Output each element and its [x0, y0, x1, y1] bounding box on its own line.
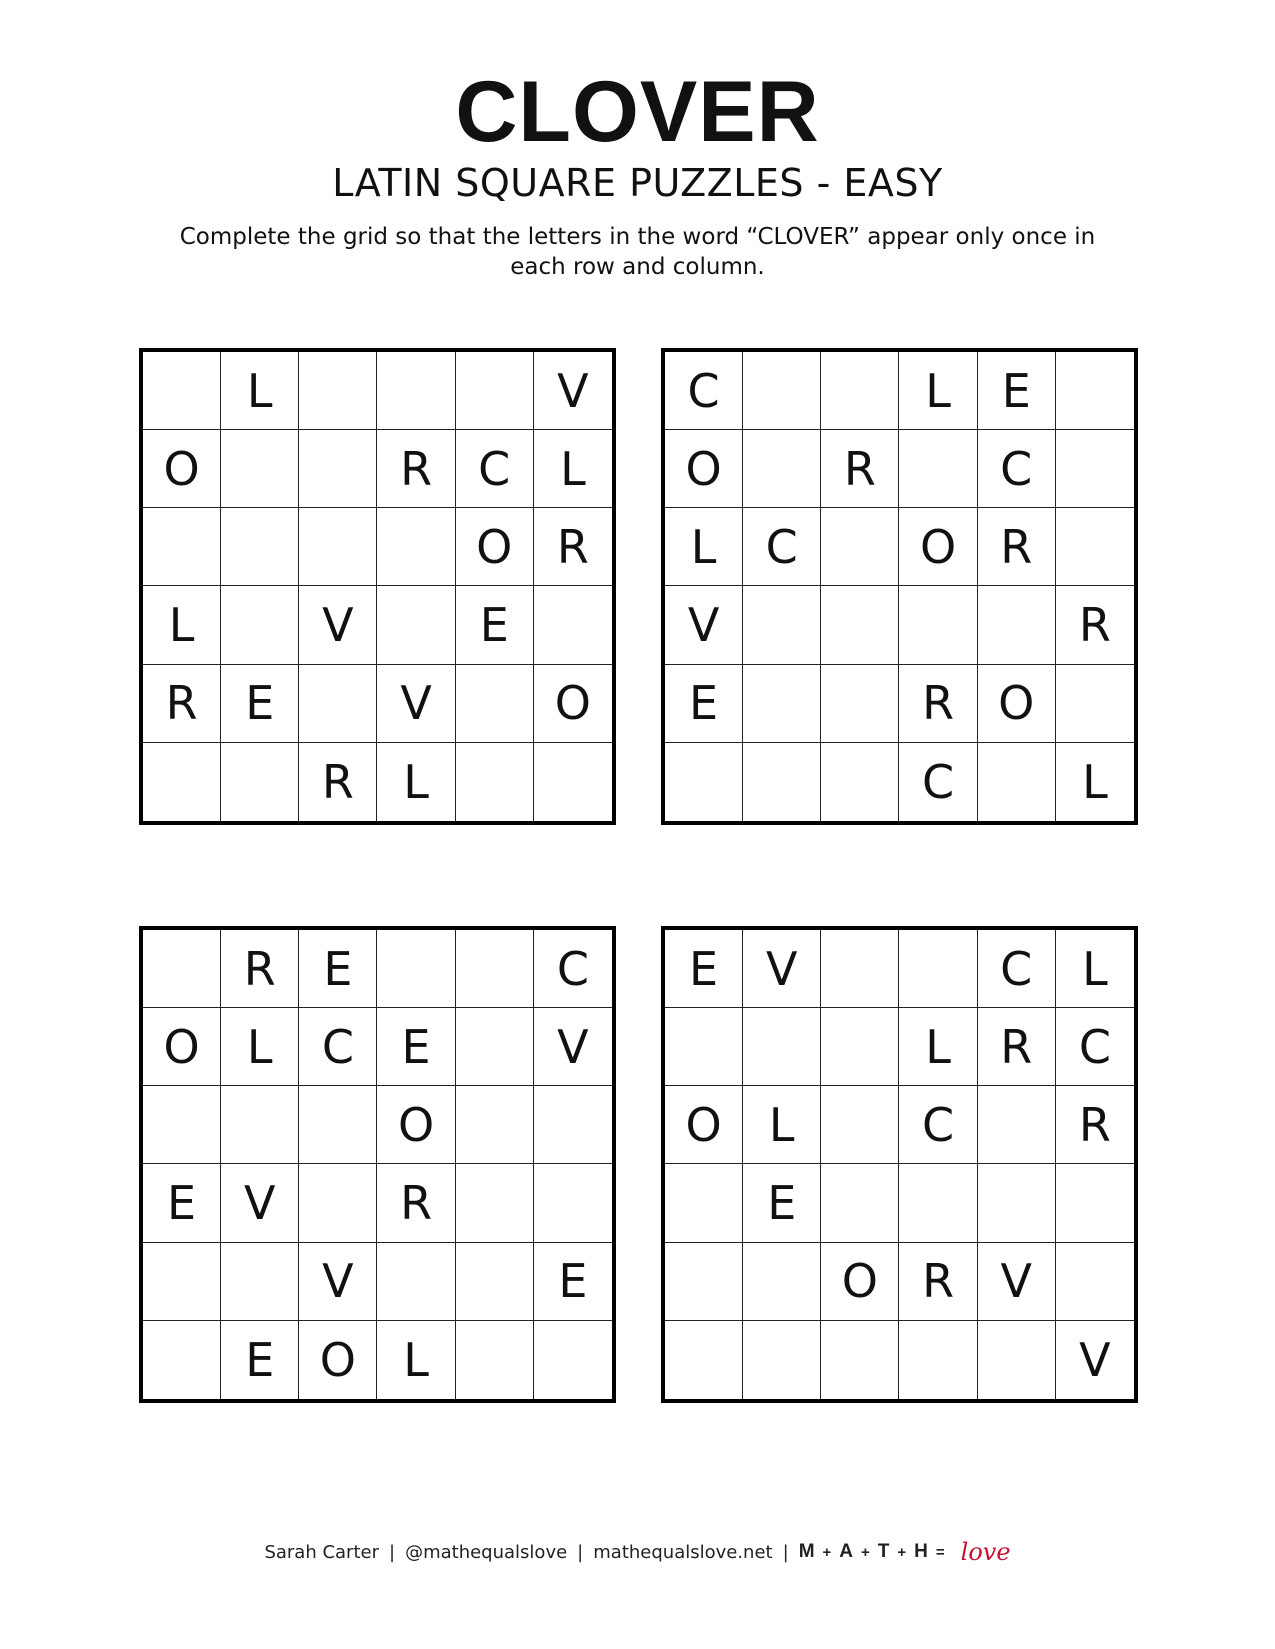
grid-cell	[978, 743, 1056, 821]
grid-cell	[821, 508, 899, 586]
brand-plus: +	[897, 1544, 909, 1561]
grid-cell	[221, 743, 299, 821]
puzzle-grid-4	[661, 926, 1138, 1403]
grid-cell	[299, 508, 377, 586]
grid-cell: V	[978, 1243, 1056, 1321]
grid-cell	[143, 1086, 221, 1164]
grid-cell	[221, 430, 299, 508]
grid-cell: E	[377, 1008, 455, 1086]
grid-cell: E	[456, 586, 534, 664]
grid-cell	[221, 1086, 299, 1164]
grid-cell: L	[143, 586, 221, 664]
grid-cell	[1056, 508, 1134, 586]
grid-cell: E	[221, 665, 299, 743]
footer-handle: @mathequalslove	[405, 1541, 568, 1563]
grid-cell	[534, 743, 612, 821]
grid-cell	[978, 1321, 1056, 1399]
grid-cell: R	[1056, 1086, 1134, 1164]
grid-cell: O	[377, 1086, 455, 1164]
grid-cell	[534, 1086, 612, 1164]
grid-cell	[456, 1164, 534, 1242]
grid-cell	[1056, 665, 1134, 743]
grid-cell: R	[221, 930, 299, 1008]
grid-cell	[899, 1164, 977, 1242]
grid-cell: C	[534, 930, 612, 1008]
grid-cell	[1056, 1164, 1134, 1242]
grid-cell: O	[665, 430, 743, 508]
grid-cell: L	[1082, 754, 1108, 809]
grid-cell	[821, 1086, 899, 1164]
grid-cell: O	[899, 508, 977, 586]
footer-separator: |	[577, 1541, 584, 1563]
grid-cell: C	[456, 430, 534, 508]
grid-cell	[299, 1086, 377, 1164]
grid-cell	[1056, 352, 1134, 430]
grid-cell: E	[534, 1243, 612, 1321]
grid-cell: V	[1079, 1332, 1111, 1387]
grid-cell	[821, 665, 899, 743]
grid-cell: L	[1056, 930, 1134, 1008]
grid-cell: C	[1056, 1008, 1134, 1086]
grid-cell	[821, 1164, 899, 1242]
grid-cell	[1056, 1243, 1134, 1321]
grid-cell: O	[821, 1243, 899, 1321]
grid-cell	[899, 586, 977, 664]
grid-cell: O	[299, 1321, 377, 1399]
grid-cell	[221, 586, 299, 664]
grid-cell: L	[221, 352, 299, 430]
grid-cell: R	[534, 508, 612, 586]
grid-cell	[899, 1321, 977, 1399]
grid-cell: E	[665, 930, 743, 1008]
grid-cell	[456, 1321, 534, 1399]
grid-cell	[534, 1164, 612, 1242]
grid-cell: L	[534, 430, 612, 508]
brand-love: love	[960, 1538, 1011, 1566]
footer-separator: |	[389, 1541, 396, 1563]
footer-separator: |	[782, 1541, 789, 1563]
grid-cell	[899, 930, 977, 1008]
grid-cell: E	[221, 1321, 299, 1399]
grid-cell	[665, 1008, 743, 1086]
grid-cell: L	[743, 1086, 821, 1164]
grid-cell	[377, 1243, 455, 1321]
grid-cell	[456, 1008, 534, 1086]
grid-cell: O	[143, 1008, 221, 1086]
brand-letter: T	[877, 1541, 892, 1562]
grid-cell: E	[143, 1164, 221, 1242]
grid-cell: E	[299, 930, 377, 1008]
grid-cell: C	[978, 930, 1056, 1008]
grid-cell	[821, 352, 899, 430]
grid-cell	[821, 1008, 899, 1086]
brand-letter: H	[914, 1541, 930, 1562]
grid-cell	[299, 430, 377, 508]
grid-cell: O	[456, 508, 534, 586]
grid-cell	[299, 1164, 377, 1242]
grid-cell	[456, 352, 534, 430]
grid-cell	[377, 508, 455, 586]
grid-cell	[299, 665, 377, 743]
grid-cell	[534, 586, 612, 664]
grid-cell	[665, 743, 743, 821]
grid-cell	[221, 1243, 299, 1321]
grid-cell: V	[743, 930, 821, 1008]
grid-cell	[143, 1243, 221, 1321]
grid-cell: C	[899, 743, 977, 821]
grid-cell	[299, 352, 377, 430]
page-subtitle: LATIN SQUARE PUZZLES - EASY	[332, 161, 943, 205]
grid-cell	[1056, 430, 1134, 508]
grid-cell: R	[299, 743, 377, 821]
grid-cell	[743, 1008, 821, 1086]
grid-cell	[743, 586, 821, 664]
grid-cell	[143, 352, 221, 430]
grid-cell	[221, 508, 299, 586]
grid-cell: V	[299, 1243, 377, 1321]
grid-cell: R	[899, 1243, 977, 1321]
grid-cell	[377, 352, 455, 430]
grid-cell	[377, 586, 455, 664]
grid-cell	[743, 352, 821, 430]
grid-cell: R	[1056, 586, 1134, 664]
footer-website: mathequalslove.net	[593, 1541, 773, 1563]
grid-cell	[665, 1164, 743, 1242]
grid-cell: C	[899, 1086, 977, 1164]
grid-cell	[743, 1243, 821, 1321]
grid-cell	[456, 665, 534, 743]
grid-cell	[978, 586, 1056, 664]
grid-cell: O	[665, 1086, 743, 1164]
grid-cell: V	[221, 1164, 299, 1242]
brand-plus: +	[822, 1544, 834, 1561]
grid-cell	[143, 743, 221, 821]
grid-cell	[821, 743, 899, 821]
grid-cell	[456, 1086, 534, 1164]
footer	[0, 1538, 1275, 1566]
grid-cell: E	[665, 665, 743, 743]
grid-cell	[978, 1164, 1056, 1242]
grid-cell: L	[377, 743, 455, 821]
grid-cell	[456, 1243, 534, 1321]
grid-cell: V	[665, 586, 743, 664]
grid-cell	[821, 586, 899, 664]
grid-cell: O	[143, 430, 221, 508]
grid-cell: L	[899, 1008, 977, 1086]
grid-cell: R	[899, 665, 977, 743]
grid-cell	[143, 508, 221, 586]
grid-cell	[821, 930, 899, 1008]
grid-cell: V	[534, 352, 612, 430]
grid-cell	[456, 743, 534, 821]
grid-cell: R	[978, 1008, 1056, 1086]
grid-cell	[456, 930, 534, 1008]
grid-cell	[143, 930, 221, 1008]
grid-cell: R	[377, 430, 455, 508]
puzzle-grid-3	[139, 926, 616, 1403]
grid-cell: E	[743, 1164, 821, 1242]
grid-cell	[665, 1243, 743, 1321]
grid-cell: E	[978, 352, 1056, 430]
footer-author: Sarah Carter	[264, 1541, 379, 1563]
grid-cell: C	[978, 430, 1056, 508]
grid-cell: C	[665, 352, 743, 430]
grid-cell	[821, 1321, 899, 1399]
grid-cell: V	[299, 586, 377, 664]
instructions-text: Complete the grid so that the letters in the word “CLOVER” appear only once in each row and column.	[179, 224, 1096, 280]
grid-cell	[143, 1321, 221, 1399]
grid-cell	[743, 743, 821, 821]
grid-cell: L	[377, 1321, 455, 1399]
page-title: CLOVER	[455, 64, 820, 160]
grid-cell: L	[665, 508, 743, 586]
grid-cell	[743, 665, 821, 743]
grid-cell: C	[743, 508, 821, 586]
grid-cell	[743, 1321, 821, 1399]
grid-cell: R	[821, 430, 899, 508]
grid-cell	[377, 930, 455, 1008]
grid-cell: C	[299, 1008, 377, 1086]
grid-cell: R	[143, 665, 221, 743]
grid-cell	[899, 430, 977, 508]
puzzle-grid-2	[661, 348, 1138, 825]
grid-cell	[743, 430, 821, 508]
brand-plus: +	[861, 1544, 872, 1561]
grid-cell: L	[899, 352, 977, 430]
grid-cell: O	[978, 665, 1056, 743]
grid-cell: O	[534, 665, 612, 743]
brand-logo	[799, 1541, 953, 1563]
puzzle-grid-1	[139, 348, 616, 825]
grid-cell: V	[534, 1008, 612, 1086]
brand-letter: M	[798, 1541, 817, 1562]
grid-cell: R	[377, 1164, 455, 1242]
grid-cell: V	[377, 665, 455, 743]
grid-cell	[534, 1321, 612, 1399]
grid-cell: L	[221, 1008, 299, 1086]
grid-cell	[665, 1321, 743, 1399]
brand-equals: =	[935, 1544, 947, 1561]
grid-cell: R	[978, 508, 1056, 586]
brand-letter: A	[839, 1541, 856, 1562]
grid-cell	[978, 1086, 1056, 1164]
